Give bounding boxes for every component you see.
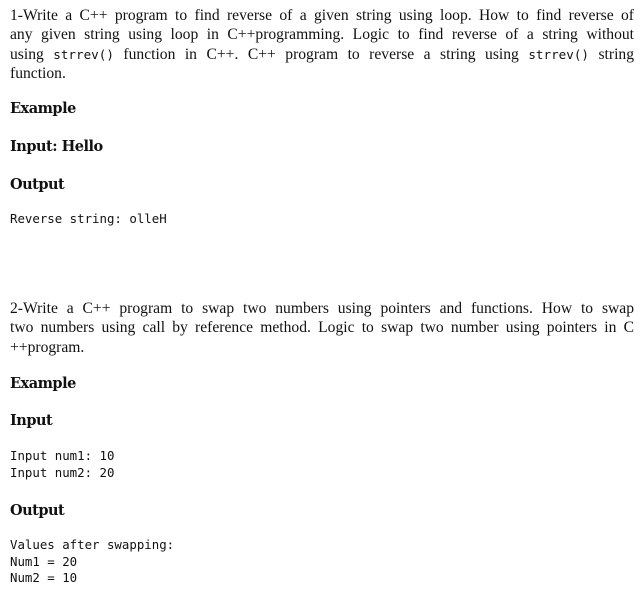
problem-1-output-heading: Output [10,176,65,193]
problem-1-line-4: function. [10,64,66,82]
problem-2-input-line-2: Input num2: 20 [10,464,115,480]
problem-1-line-3 [10,45,634,64]
problem-2-line-1: 2-Write a C++ program to swap two numbers using pointers and functions. How to swap [10,300,634,317]
problem-2-description [10,299,634,357]
problem-2-example-heading: Example [10,375,76,392]
problem-1-line-3-pre: using [10,45,54,63]
problem-1-output-code: Reverse string: olleH [10,211,167,226]
problem-2-output-line-1: Values after swapping: [10,537,175,552]
problem-2-input-line-1: Input num1: 10 [10,448,115,463]
problem-2-input-heading: Input [10,412,53,429]
strrev-code-2: strrev() [528,46,589,62]
problem-2-line-3: ++program. [10,338,85,356]
problem-1-input-heading: Input: Hello [10,138,103,155]
problem-1-line-2: any given string using loop in C++programming. Logic to find reverse of a string without [10,26,634,44]
problem-1-example-heading: Example [10,100,76,117]
problem-1-description [10,6,634,83]
problem-1-line-1: 1-Write a C++ program to find reverse of a given string using loop. How to find reverse of [10,7,634,24]
problem-1-line-3-mid: function in C++. C++ program to reverse a string using [113,45,529,63]
problem-2-output-heading: Output [10,502,65,519]
problem-1-line-3-post: string [589,45,634,63]
strrev-code-1: strrev() [53,46,114,62]
problem-2-output-line-2: Num1 = 20 [10,553,78,569]
problem-2-line-2: two numbers using call by reference method. Logic to swap two number using pointers in C [10,319,634,337]
problem-2-output-line-3: Num2 = 10 [10,570,78,585]
